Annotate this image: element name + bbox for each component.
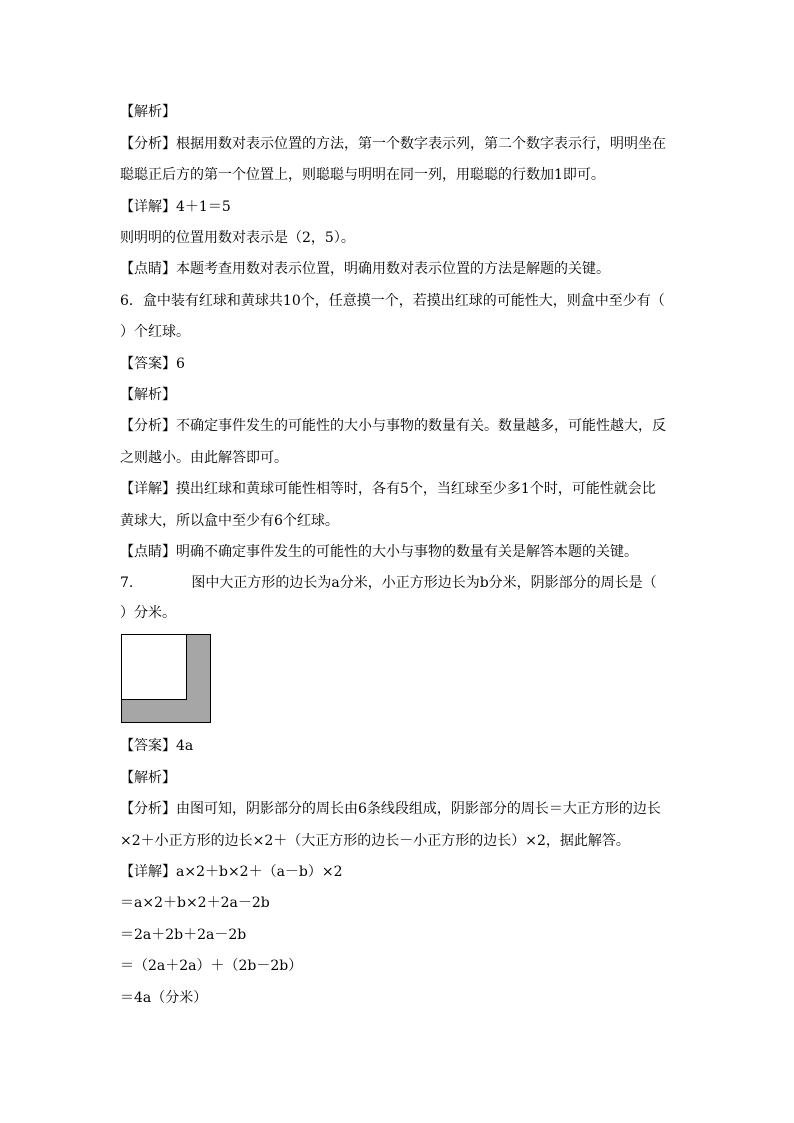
- solution-line: 【详解】4＋1＝5: [120, 199, 231, 215]
- analysis-paragraph: ×2＋小正方形的边长×2＋（大正方形的边长－小正方形的边长）×2，据此解答。: [120, 833, 630, 849]
- solution-line: 则明明的位置用数对表示是（2，5）。: [120, 230, 355, 246]
- solution-line: 【详解】a×2＋b×2＋（a－b）×2: [120, 864, 343, 880]
- question-7-number: 7.: [120, 575, 134, 591]
- analysis-paragraph: 之则越小。由此解答即可。: [120, 450, 288, 466]
- question-6-text: ）个红球。: [120, 324, 190, 340]
- question-7-text: ）分米。: [120, 605, 176, 621]
- question-7-body: 图中大正方形的边长为a分米，小正方形边长为b分米，阴影部分的周长是（: [191, 575, 657, 591]
- analysis-paragraph: 【分析】由图可知，阴影部分的周长由6条线段组成，阴影部分的周长＝大正方形的边长: [120, 801, 661, 817]
- section-heading-analysis: 【解析】: [120, 770, 176, 786]
- question-7-text: [120, 573, 657, 593]
- question-6-text: 6．盒中装有红球和黄球共10个，任意摸一个，若摸出红球的可能性大，则盒中至少有（: [120, 293, 665, 309]
- remark-line: 【点睛】本题考查用数对表示位置，明确用数对表示位置的方法是解题的关键。: [120, 261, 610, 277]
- answer-line: 【答案】4a: [120, 738, 194, 754]
- solution-line: 【详解】摸出红球和黄球可能性相等时，各有5个，当红球至少多1个时，可能性就会比: [120, 481, 656, 497]
- section-heading-analysis: 【解析】: [120, 387, 176, 403]
- solution-step: ＝a×2＋b×2＋2a－2b: [120, 895, 270, 911]
- section-heading-analysis: 【解析】: [120, 104, 176, 120]
- square-figure: [121, 634, 211, 723]
- analysis-paragraph: 聪聪正后方的第一个位置上，则聪聪与明明在同一列，用聪聪的行数加1即可。: [120, 167, 605, 183]
- solution-step: ＝4a（分米）: [120, 990, 208, 1006]
- solution-step: ＝（2a＋2a）＋（2b－2b）: [120, 958, 303, 974]
- remark-line: 【点睛】明确不确定事件发生的可能性的大小与事物的数量有关是解答本题的关键。: [120, 544, 638, 560]
- analysis-paragraph: 【分析】根据用数对表示位置的方法，第一个数字表示列，第二个数字表示行，明明坐在: [120, 136, 666, 152]
- analysis-paragraph: 【分析】不确定事件发生的可能性的大小与事物的数量有关。数量越多，可能性越大，反: [120, 418, 666, 434]
- solution-step: ＝2a＋2b＋2a－2b: [120, 927, 247, 943]
- solution-line: 黄球大，所以盒中至少有6个红球。: [120, 513, 339, 529]
- answer-line: 【答案】6: [120, 356, 185, 372]
- small-square: [122, 635, 187, 700]
